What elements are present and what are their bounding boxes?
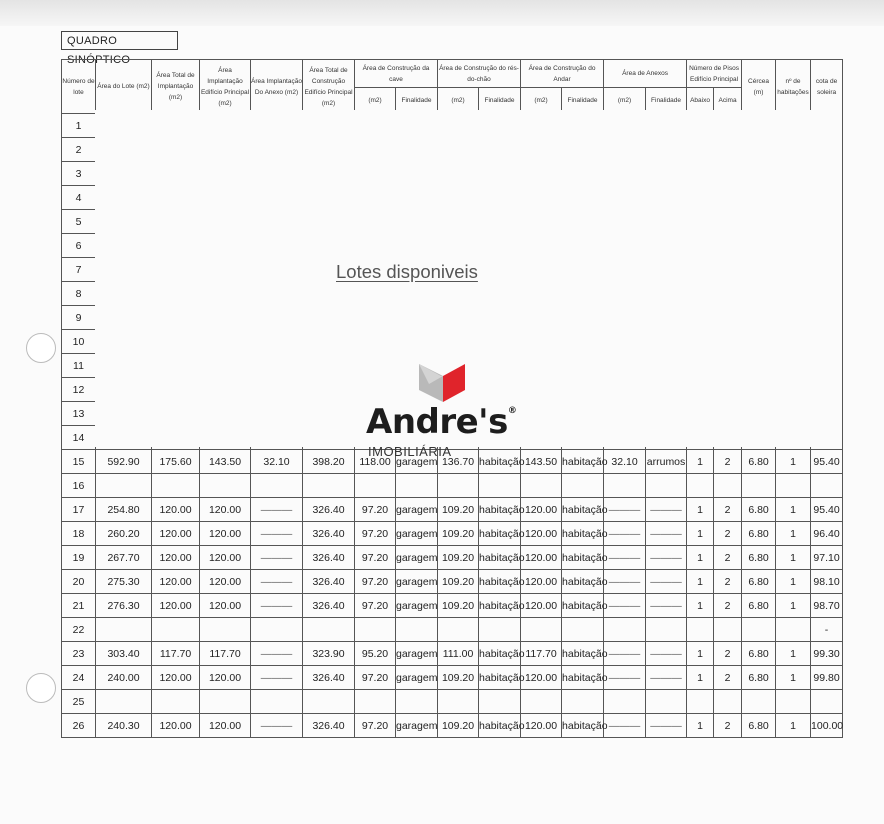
table-cell: ——— bbox=[646, 498, 687, 522]
table-cell: 97.20 bbox=[355, 498, 396, 522]
table-cell: arrumos bbox=[646, 450, 687, 474]
table-cell bbox=[152, 618, 200, 642]
table-cell: 1 bbox=[776, 642, 811, 666]
table-cell: habitação bbox=[562, 498, 604, 522]
table-cell: 120.00 bbox=[200, 594, 251, 618]
table-cell: 109.20 bbox=[438, 594, 479, 618]
table-cell bbox=[200, 618, 251, 642]
header-anexos: Área de Anexos bbox=[604, 60, 687, 88]
table-cell: ——— bbox=[646, 642, 687, 666]
header-andar: Área de Construção do Andar bbox=[521, 60, 604, 88]
table-cell bbox=[152, 474, 200, 498]
logo-subtitle: IMOBILIÁRIA bbox=[368, 444, 452, 459]
table-cell: habitação bbox=[562, 546, 604, 570]
table-cell: 120.00 bbox=[152, 570, 200, 594]
table-cell: ——— bbox=[604, 498, 646, 522]
table-cell: 117.70 bbox=[152, 642, 200, 666]
table-cell bbox=[96, 474, 152, 498]
logo-name-text: Andre's bbox=[366, 402, 508, 442]
header-cota-soleira: cota de soleira bbox=[811, 60, 843, 114]
table-cell bbox=[811, 474, 843, 498]
table-cell: ——— bbox=[251, 522, 303, 546]
table-cell: habitação bbox=[479, 714, 521, 738]
table-cell bbox=[355, 618, 396, 642]
table-cell: 120.00 bbox=[200, 546, 251, 570]
table-cell bbox=[251, 618, 303, 642]
header-area-total-implantacao: Área Total de Implantação (m2) bbox=[152, 60, 200, 114]
table-cell: 2 bbox=[714, 666, 742, 690]
header-pisos: Número de Pisos Edifício Principal bbox=[687, 60, 742, 88]
table-cell: 6.80 bbox=[742, 666, 776, 690]
table-cell: 109.20 bbox=[438, 666, 479, 690]
table-cell: 96.40 bbox=[811, 522, 843, 546]
table-cell: ——— bbox=[604, 642, 646, 666]
table-cell: habitação bbox=[562, 666, 604, 690]
table-cell: garagem bbox=[396, 450, 438, 474]
lot-number: 10 bbox=[62, 330, 96, 354]
table-cell: 120.00 bbox=[200, 714, 251, 738]
table-row bbox=[62, 474, 843, 498]
table-cell: 6.80 bbox=[742, 714, 776, 738]
table-cell bbox=[438, 618, 479, 642]
table-cell: 6.80 bbox=[742, 642, 776, 666]
table-cell: 120.00 bbox=[200, 570, 251, 594]
table-cell bbox=[562, 690, 604, 714]
table-cell: ——— bbox=[604, 714, 646, 738]
table-cell: 1 bbox=[687, 570, 714, 594]
table-cell: habitação bbox=[479, 594, 521, 618]
available-lots-label: Lotes disponiveis bbox=[336, 261, 478, 282]
table-cell: 99.80 bbox=[811, 666, 843, 690]
table-cell bbox=[646, 690, 687, 714]
table-cell: ——— bbox=[251, 546, 303, 570]
table-cell: 326.40 bbox=[303, 666, 355, 690]
table-cell: ——— bbox=[251, 666, 303, 690]
table-cell: 260.20 bbox=[96, 522, 152, 546]
table-cell: 1 bbox=[687, 450, 714, 474]
table-cell: 120.00 bbox=[521, 498, 562, 522]
table-cell: ——— bbox=[646, 546, 687, 570]
header-anexos-m2: (m2) bbox=[604, 88, 646, 114]
table-cell bbox=[96, 690, 152, 714]
header-area-implantacao-anexo: Área Implantação Do Anexo (m2) bbox=[251, 60, 303, 114]
table-cell: garagem bbox=[396, 714, 438, 738]
table-cell bbox=[521, 618, 562, 642]
table-cell: 326.40 bbox=[303, 570, 355, 594]
lot-number: 7 bbox=[62, 258, 96, 282]
table-cell: 120.00 bbox=[152, 498, 200, 522]
table-cell: 326.40 bbox=[303, 522, 355, 546]
table-cell: 117.70 bbox=[521, 642, 562, 666]
table-cell: 6.80 bbox=[742, 546, 776, 570]
table-cell: 109.20 bbox=[438, 570, 479, 594]
table-cell: 32.10 bbox=[604, 450, 646, 474]
lot-number: 24 bbox=[62, 666, 96, 690]
table-row bbox=[62, 714, 843, 738]
table-cell bbox=[714, 474, 742, 498]
table-cell bbox=[646, 618, 687, 642]
table-cell: ——— bbox=[604, 570, 646, 594]
table-cell: 118.00 bbox=[355, 450, 396, 474]
table-cell: habitação bbox=[562, 714, 604, 738]
table-cell: 1 bbox=[687, 498, 714, 522]
table-cell bbox=[438, 690, 479, 714]
table-cell bbox=[303, 690, 355, 714]
lot-number: 13 bbox=[62, 402, 96, 426]
table-cell: 1 bbox=[776, 450, 811, 474]
punch-hole bbox=[26, 673, 56, 703]
table-cell bbox=[811, 690, 843, 714]
lot-number: 17 bbox=[62, 498, 96, 522]
header-area-implantacao-edificio: Área Implantação Edifício Principal (m2) bbox=[200, 60, 251, 114]
table-cell: 95.20 bbox=[355, 642, 396, 666]
table-cell bbox=[251, 690, 303, 714]
table-cell: 120.00 bbox=[200, 498, 251, 522]
lot-number: 15 bbox=[62, 450, 96, 474]
table-cell: ——— bbox=[251, 642, 303, 666]
header-cave-finalidade: Finalidade bbox=[396, 88, 438, 114]
table-cell: 98.10 bbox=[811, 570, 843, 594]
table-row bbox=[62, 546, 843, 570]
table-cell: habitação bbox=[562, 642, 604, 666]
table-cell: 326.40 bbox=[303, 594, 355, 618]
table-cell: 2 bbox=[714, 450, 742, 474]
table-cell bbox=[776, 618, 811, 642]
lot-number: 23 bbox=[62, 642, 96, 666]
table-cell: 1 bbox=[776, 570, 811, 594]
lot-number: 12 bbox=[62, 378, 96, 402]
table-row bbox=[62, 522, 843, 546]
table-cell bbox=[303, 618, 355, 642]
table-row bbox=[62, 642, 843, 666]
table-row bbox=[62, 498, 843, 522]
table-cell: 6.80 bbox=[742, 594, 776, 618]
table-cell: 95.40 bbox=[811, 498, 843, 522]
header-andar-finalidade: Finalidade bbox=[562, 88, 604, 114]
table-cell bbox=[742, 690, 776, 714]
header-area-total-construcao: Área Total de Construção Edifício Principal (m2) bbox=[303, 60, 355, 114]
table-cell: 97.10 bbox=[811, 546, 843, 570]
table-cell: habitação bbox=[479, 546, 521, 570]
table-cell: 2 bbox=[714, 522, 742, 546]
table-cell: 240.30 bbox=[96, 714, 152, 738]
table-cell bbox=[742, 618, 776, 642]
table-cell bbox=[152, 690, 200, 714]
table-cell: 1 bbox=[687, 642, 714, 666]
table-cell: 2 bbox=[714, 714, 742, 738]
table-cell: 109.20 bbox=[438, 522, 479, 546]
lot-number: 2 bbox=[62, 138, 96, 162]
table-cell: 97.20 bbox=[355, 594, 396, 618]
document-title: QUADRO SINÓPTICO bbox=[61, 31, 178, 50]
table-cell bbox=[604, 474, 646, 498]
table-cell: 120.00 bbox=[152, 666, 200, 690]
table-cell bbox=[200, 690, 251, 714]
table-cell: garagem bbox=[396, 546, 438, 570]
table-cell: garagem bbox=[396, 498, 438, 522]
header-pisos-acima: Acima bbox=[714, 88, 742, 114]
table-cell: 32.10 bbox=[251, 450, 303, 474]
table-cell: 2 bbox=[714, 594, 742, 618]
table-cell: 323.90 bbox=[303, 642, 355, 666]
table-cell: 267.70 bbox=[96, 546, 152, 570]
lot-number: 16 bbox=[62, 474, 96, 498]
table-cell bbox=[776, 474, 811, 498]
table-cell: 1 bbox=[687, 714, 714, 738]
table-cell bbox=[396, 690, 438, 714]
table-cell: 117.70 bbox=[200, 642, 251, 666]
table-cell: 275.30 bbox=[96, 570, 152, 594]
lot-number: 9 bbox=[62, 306, 96, 330]
table-cell bbox=[521, 690, 562, 714]
table-cell: 97.20 bbox=[355, 666, 396, 690]
table-cell: ——— bbox=[604, 666, 646, 690]
lot-number: 26 bbox=[62, 714, 96, 738]
table-cell: 398.20 bbox=[303, 450, 355, 474]
table-cell: habitação bbox=[562, 522, 604, 546]
table-cell: 326.40 bbox=[303, 498, 355, 522]
table-cell: 6.80 bbox=[742, 498, 776, 522]
table-cell: 120.00 bbox=[521, 522, 562, 546]
table-cell: habitação bbox=[479, 642, 521, 666]
header-res-do-chao: Área de Construção do rés-do-chão bbox=[438, 60, 521, 88]
table-cell: ——— bbox=[251, 594, 303, 618]
table-cell: 1 bbox=[687, 522, 714, 546]
table-cell bbox=[604, 618, 646, 642]
header-cave: Área de Construção da cave bbox=[355, 60, 438, 88]
table-cell: 120.00 bbox=[521, 666, 562, 690]
lot-number: 5 bbox=[62, 210, 96, 234]
table-cell: 2 bbox=[714, 570, 742, 594]
table-cell: ——— bbox=[251, 714, 303, 738]
table-cell: 1 bbox=[776, 522, 811, 546]
table-cell: 120.00 bbox=[152, 714, 200, 738]
table-cell bbox=[438, 474, 479, 498]
table-cell bbox=[604, 690, 646, 714]
header-cercea-label: Cércea bbox=[748, 77, 770, 85]
table-cell: 98.70 bbox=[811, 594, 843, 618]
table-cell: 1 bbox=[687, 546, 714, 570]
table-cell: 303.40 bbox=[96, 642, 152, 666]
table-cell bbox=[687, 690, 714, 714]
header-cave-m2: (m2) bbox=[355, 88, 396, 114]
table-row bbox=[62, 618, 843, 642]
lot-number: 18 bbox=[62, 522, 96, 546]
table-cell: 2 bbox=[714, 642, 742, 666]
lot-number: 4 bbox=[62, 186, 96, 210]
table-cell: habitação bbox=[562, 594, 604, 618]
table-cell: 120.00 bbox=[152, 522, 200, 546]
table-cell: 120.00 bbox=[200, 522, 251, 546]
table-cell: 6.80 bbox=[742, 522, 776, 546]
logo-cube-icon bbox=[417, 360, 467, 404]
lot-number: 3 bbox=[62, 162, 96, 186]
table-cell bbox=[396, 618, 438, 642]
header-cercea-unit: (m) bbox=[753, 88, 764, 96]
table-cell: habitação bbox=[562, 570, 604, 594]
table-cell: habitação bbox=[479, 666, 521, 690]
header-rc-m2: (m2) bbox=[438, 88, 479, 114]
lot-number: 1 bbox=[62, 114, 96, 138]
table-cell: ——— bbox=[646, 714, 687, 738]
table-row bbox=[62, 594, 843, 618]
lot-number: 6 bbox=[62, 234, 96, 258]
table-cell: 97.20 bbox=[355, 546, 396, 570]
table-cell: 120.00 bbox=[521, 594, 562, 618]
lot-number: 22 bbox=[62, 618, 96, 642]
table-cell: - bbox=[811, 618, 843, 642]
table-cell: 1 bbox=[687, 666, 714, 690]
table-cell: 1 bbox=[776, 594, 811, 618]
table-cell: 120.00 bbox=[521, 714, 562, 738]
header-area-lote: Área do Lote (m2) bbox=[96, 60, 152, 114]
lot-number: 14 bbox=[62, 426, 96, 450]
punch-hole bbox=[26, 333, 56, 363]
table-cell: 1 bbox=[776, 714, 811, 738]
table-cell: 143.50 bbox=[200, 450, 251, 474]
table-cell: 95.40 bbox=[811, 450, 843, 474]
table-cell bbox=[742, 474, 776, 498]
logo-registered-mark: ® bbox=[507, 406, 517, 416]
table-cell bbox=[355, 474, 396, 498]
table-cell: ——— bbox=[251, 498, 303, 522]
table-cell: garagem bbox=[396, 570, 438, 594]
header-rc-finalidade: Finalidade bbox=[479, 88, 521, 114]
company-logo bbox=[362, 358, 532, 468]
table-cell bbox=[479, 474, 521, 498]
header-anexos-finalidade: Finalidade bbox=[646, 88, 687, 114]
table-cell: 120.00 bbox=[152, 594, 200, 618]
table-cell: 100.00 bbox=[811, 714, 843, 738]
table-cell: 326.40 bbox=[303, 546, 355, 570]
table-cell: garagem bbox=[396, 666, 438, 690]
table-cell bbox=[200, 474, 251, 498]
lot-number: 11 bbox=[62, 354, 96, 378]
table-cell: 120.00 bbox=[521, 546, 562, 570]
table-cell: 326.40 bbox=[303, 714, 355, 738]
table-cell: 175.60 bbox=[152, 450, 200, 474]
table-cell: 592.90 bbox=[96, 450, 152, 474]
table-row bbox=[62, 690, 843, 714]
table-cell: 6.80 bbox=[742, 450, 776, 474]
table-cell: ——— bbox=[646, 594, 687, 618]
table-row bbox=[62, 666, 843, 690]
table-cell: 120.00 bbox=[152, 546, 200, 570]
table-cell: 1 bbox=[776, 546, 811, 570]
table-cell bbox=[479, 690, 521, 714]
header-andar-m2: (m2) bbox=[521, 88, 562, 114]
table-cell: habitação bbox=[479, 498, 521, 522]
table-cell: 240.00 bbox=[96, 666, 152, 690]
table-cell bbox=[396, 474, 438, 498]
table-cell: 2 bbox=[714, 546, 742, 570]
table-cell: 1 bbox=[687, 594, 714, 618]
table-cell: ——— bbox=[604, 546, 646, 570]
header-habitacoes: nº de habitações bbox=[776, 60, 811, 114]
table-cell: garagem bbox=[396, 594, 438, 618]
table-cell: ——— bbox=[604, 594, 646, 618]
table-cell bbox=[562, 474, 604, 498]
table-cell bbox=[714, 618, 742, 642]
table-cell: ——— bbox=[646, 570, 687, 594]
header-numero-lote: Número de lote bbox=[62, 60, 96, 114]
table-cell: 2 bbox=[714, 498, 742, 522]
table-cell bbox=[776, 690, 811, 714]
lot-number: 21 bbox=[62, 594, 96, 618]
table-cell: 254.80 bbox=[96, 498, 152, 522]
table-cell: 97.20 bbox=[355, 714, 396, 738]
table-cell bbox=[355, 690, 396, 714]
table-cell: ——— bbox=[646, 666, 687, 690]
lot-number: 25 bbox=[62, 690, 96, 714]
table-cell: ——— bbox=[646, 522, 687, 546]
table-cell: 111.00 bbox=[438, 642, 479, 666]
table-cell: 99.30 bbox=[811, 642, 843, 666]
table-cell bbox=[687, 618, 714, 642]
table-cell: 97.20 bbox=[355, 522, 396, 546]
table-cell: garagem bbox=[396, 642, 438, 666]
lot-number: 8 bbox=[62, 282, 96, 306]
table-cell bbox=[479, 618, 521, 642]
table-cell: 109.20 bbox=[438, 546, 479, 570]
table-cell: 6.80 bbox=[742, 570, 776, 594]
header-pisos-abaixo: Abaixo bbox=[687, 88, 714, 114]
table-cell: 143.50 bbox=[521, 450, 562, 474]
table-cell: 109.20 bbox=[438, 498, 479, 522]
table-cell: ——— bbox=[251, 570, 303, 594]
logo-name bbox=[366, 402, 516, 442]
table-cell: 97.20 bbox=[355, 570, 396, 594]
table-cell: habitação bbox=[479, 570, 521, 594]
table-cell bbox=[521, 474, 562, 498]
table-cell: habitação bbox=[562, 450, 604, 474]
table-cell bbox=[687, 474, 714, 498]
table-cell: 276.30 bbox=[96, 594, 152, 618]
table-cell bbox=[646, 474, 687, 498]
table-cell: 120.00 bbox=[521, 570, 562, 594]
scan-top-shadow bbox=[0, 0, 884, 26]
table-cell: 1 bbox=[776, 666, 811, 690]
table-cell: ——— bbox=[604, 522, 646, 546]
lot-number: 20 bbox=[62, 570, 96, 594]
table-cell: 1 bbox=[776, 498, 811, 522]
table-cell bbox=[303, 474, 355, 498]
table-cell bbox=[562, 618, 604, 642]
table-cell: 136.70 bbox=[438, 450, 479, 474]
table-cell: habitação bbox=[479, 522, 521, 546]
header-cercea bbox=[742, 60, 776, 114]
lot-number: 19 bbox=[62, 546, 96, 570]
table-cell bbox=[251, 474, 303, 498]
table-cell: 120.00 bbox=[200, 666, 251, 690]
table-cell: garagem bbox=[396, 522, 438, 546]
table-cell bbox=[96, 618, 152, 642]
table-row bbox=[62, 570, 843, 594]
table-cell bbox=[714, 690, 742, 714]
table-cell: habitação bbox=[479, 450, 521, 474]
table-cell: 109.20 bbox=[438, 714, 479, 738]
